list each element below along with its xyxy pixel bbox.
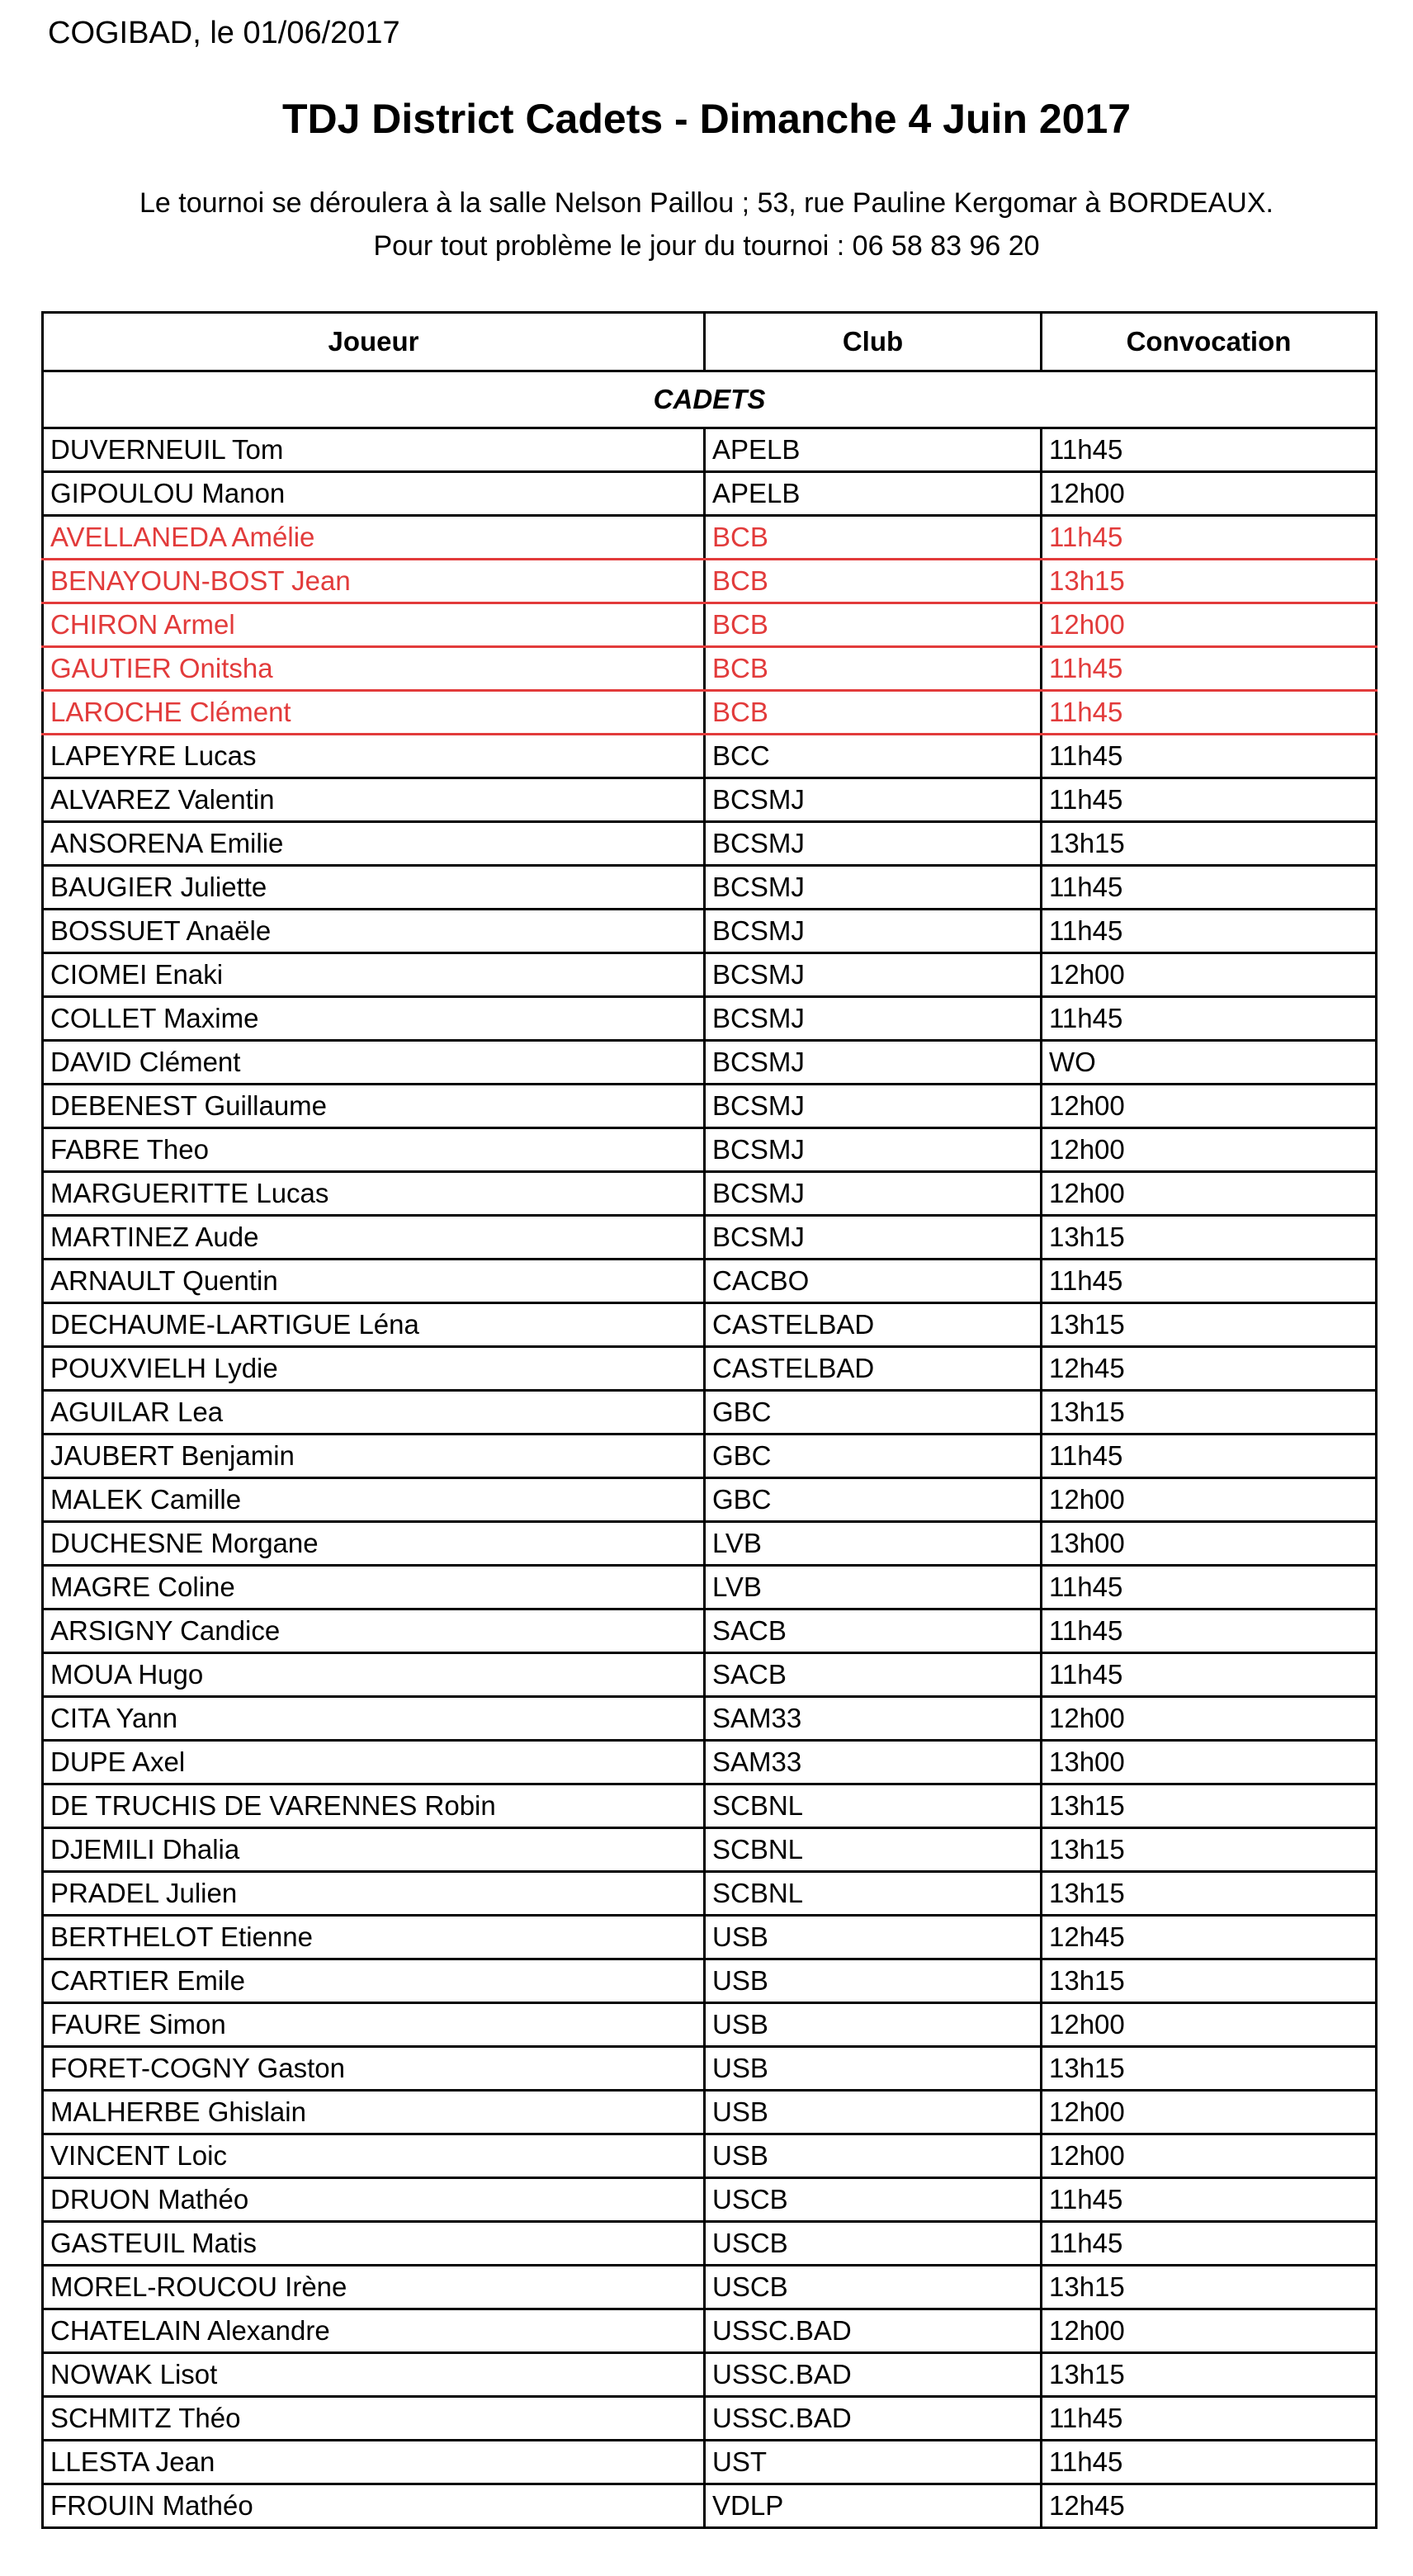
table-row [43,1653,1377,1697]
table-row [43,1478,1377,1522]
club-name: BCSMJ [705,910,1042,953]
table-row [43,866,1377,910]
table-row [43,2484,1377,2528]
player-name: DE TRUCHIS DE VARENNES Robin [43,1784,705,1828]
player-name: ARSIGNY Candice [43,1609,705,1653]
player-name: MOREL-ROUCOU Irène [43,2266,705,2309]
convocation-time: 12h00 [1042,1085,1377,1128]
table-row [43,822,1377,866]
player-name: COLLET Maxime [43,997,705,1041]
club-name: SCBNL [705,1784,1042,1828]
player-name: BERTHELOT Etienne [43,1916,705,1959]
convocation-table [41,311,1378,2529]
player-name: ANSORENA Emilie [43,822,705,866]
player-name: POUXVIELH Lydie [43,1347,705,1391]
table-row [43,1522,1377,1566]
document-origin-date: COGIBAD, le 01/06/2017 [48,16,400,50]
convocation-time: 11h45 [1042,997,1377,1041]
convocation-time: 13h15 [1042,1303,1377,1347]
player-name: SCHMITZ Théo [43,2397,705,2441]
player-name: ARNAULT Quentin [43,1260,705,1303]
convocation-time: 12h00 [1042,1697,1377,1741]
table-row [43,2178,1377,2222]
player-name: DJEMILI Dhalia [43,1828,705,1872]
player-name: AVELLANEDA Amélie [43,516,705,560]
club-name: USCB [705,2222,1042,2266]
player-name: GAUTIER Onitsha [43,647,705,691]
player-name: MARTINEZ Aude [43,1216,705,1260]
player-name: CHIRON Armel [43,603,705,647]
club-name: SAM33 [705,1697,1042,1741]
convocation-time: 11h45 [1042,2441,1377,2484]
player-name: LAROCHE Clément [43,691,705,735]
venue-info: Le tournoi se déroulera à la salle Nelson Paillou ; 53, rue Pauline Kergomar à BORDEAUX. [139,187,1274,219]
column-header-convocation: Convocation [1042,313,1377,371]
club-name: GBC [705,1478,1042,1522]
convocation-time: 13h15 [1042,1828,1377,1872]
document-title: TDJ District Cadets - Dimanche 4 Juin 2017 [281,96,1132,142]
table-row [43,1872,1377,1916]
table-row [43,2353,1377,2397]
club-name: APELB [705,428,1042,472]
player-name: FABRE Theo [43,1128,705,1172]
player-name: DEBENEST Guillaume [43,1085,705,1128]
player-name: DRUON Mathéo [43,2178,705,2222]
club-name: USB [705,2047,1042,2091]
club-name: USB [705,2134,1042,2178]
table-row [43,1959,1377,2003]
table-row [43,2309,1377,2353]
table-row [43,1303,1377,1347]
player-name: CIOMEI Enaki [43,953,705,997]
player-name: CHATELAIN Alexandre [43,2309,705,2353]
player-name: CARTIER Emile [43,1959,705,2003]
convocation-time: 11h45 [1042,516,1377,560]
club-name: SACB [705,1609,1042,1653]
table-row [43,2091,1377,2134]
convocation-time: 13h00 [1042,1522,1377,1566]
player-name: JAUBERT Benjamin [43,1435,705,1478]
player-name: PRADEL Julien [43,1872,705,1916]
table-row [43,735,1377,778]
club-name: GBC [705,1391,1042,1435]
table-row [43,2222,1377,2266]
club-name: BCSMJ [705,1128,1042,1172]
club-name: BCB [705,691,1042,735]
table-row [43,603,1377,647]
club-name: USB [705,1916,1042,1959]
convocation-time: 13h15 [1042,1872,1377,1916]
table-row [43,2134,1377,2178]
player-name: VINCENT Loic [43,2134,705,2178]
player-name: AGUILAR Lea [43,1391,705,1435]
club-name: APELB [705,472,1042,516]
club-name: SAM33 [705,1741,1042,1784]
convocation-time: 12h45 [1042,1347,1377,1391]
club-name: LVB [705,1522,1042,1566]
table-row [43,1172,1377,1216]
table-row [43,516,1377,560]
table-row [43,691,1377,735]
convocation-time: WO [1042,1041,1377,1085]
player-name: GIPOULOU Manon [43,472,705,516]
club-name: USB [705,1959,1042,2003]
convocation-time: 13h15 [1042,1959,1377,2003]
club-name: BCB [705,603,1042,647]
table-row [43,2047,1377,2091]
player-name: MOUA Hugo [43,1653,705,1697]
convocation-time: 11h45 [1042,1435,1377,1478]
club-name: BCSMJ [705,953,1042,997]
player-name: NOWAK Lisot [43,2353,705,2397]
convocation-time: 11h45 [1042,428,1377,472]
table-row [43,2266,1377,2309]
convocation-time: 11h45 [1042,778,1377,822]
table-row [43,2003,1377,2047]
convocation-time: 11h45 [1042,2397,1377,2441]
player-name: LLESTA Jean [43,2441,705,2484]
table-row [43,428,1377,472]
club-name: USB [705,2091,1042,2134]
player-name: DUVERNEUIL Tom [43,428,705,472]
table-row [43,1916,1377,1959]
category-row [43,371,1377,428]
club-name: LVB [705,1566,1042,1609]
convocation-time: 12h45 [1042,1916,1377,1959]
club-name: VDLP [705,2484,1042,2528]
player-name: DUCHESNE Morgane [43,1522,705,1566]
player-name: LAPEYRE Lucas [43,735,705,778]
convocation-time: 13h15 [1042,2047,1377,2091]
club-name: BCC [705,735,1042,778]
table-row [43,560,1377,603]
convocation-time: 12h00 [1042,1478,1377,1522]
convocation-time: 11h45 [1042,1653,1377,1697]
table-row [43,1347,1377,1391]
convocation-time: 13h15 [1042,1784,1377,1828]
player-name: DAVID Clément [43,1041,705,1085]
convocation-time: 11h45 [1042,2178,1377,2222]
convocation-time: 12h00 [1042,472,1377,516]
club-name: UST [705,2441,1042,2484]
table-row [43,1216,1377,1260]
club-name: BCSMJ [705,1216,1042,1260]
club-name: BCB [705,560,1042,603]
table-row [43,1609,1377,1653]
player-name: MALHERBE Ghislain [43,2091,705,2134]
contact-info: Pour tout problème le jour du tournoi : 06 58 83 96 20 [373,230,1040,262]
table-row [43,1828,1377,1872]
club-name: SCBNL [705,1872,1042,1916]
player-name: DECHAUME-LARTIGUE Léna [43,1303,705,1347]
table-row [43,1391,1377,1435]
convocation-time: 11h45 [1042,910,1377,953]
table-row [43,778,1377,822]
club-name: BCB [705,516,1042,560]
player-name: MAGRE Coline [43,1566,705,1609]
club-name: CASTELBAD [705,1347,1042,1391]
convocation-time: 12h00 [1042,2309,1377,2353]
player-name: GASTEUIL Matis [43,2222,705,2266]
convocation-time: 12h00 [1042,2091,1377,2134]
convocation-time: 11h45 [1042,2222,1377,2266]
club-name: BCSMJ [705,1041,1042,1085]
category-label: CADETS [43,371,1377,428]
club-name: BCSMJ [705,997,1042,1041]
convocation-time: 12h00 [1042,1128,1377,1172]
club-name: USSC.BAD [705,2397,1042,2441]
convocation-time: 13h00 [1042,1741,1377,1784]
club-name: BCB [705,647,1042,691]
player-name: FAURE Simon [43,2003,705,2047]
club-name: SACB [705,1653,1042,1697]
table-row [43,1697,1377,1741]
table-header-row [43,313,1377,371]
club-name: USCB [705,2178,1042,2222]
convocation-time: 13h15 [1042,1391,1377,1435]
player-name: BOSSUET Anaële [43,910,705,953]
player-name: FORET-COGNY Gaston [43,2047,705,2091]
convocation-time: 12h45 [1042,2484,1377,2528]
convocation-time: 11h45 [1042,647,1377,691]
convocation-time: 13h15 [1042,2266,1377,2309]
convocation-time: 12h00 [1042,603,1377,647]
table-row [43,953,1377,997]
club-name: BCSMJ [705,866,1042,910]
table-row [43,1260,1377,1303]
table-row [43,1741,1377,1784]
column-header-player: Joueur [43,313,705,371]
club-name: USB [705,2003,1042,2047]
club-name: CASTELBAD [705,1303,1042,1347]
club-name: USSC.BAD [705,2309,1042,2353]
table-row [43,1085,1377,1128]
convocation-time: 13h15 [1042,2353,1377,2397]
table-row [43,647,1377,691]
club-name: USCB [705,2266,1042,2309]
convocation-time: 13h15 [1042,560,1377,603]
player-name: BAUGIER Juliette [43,866,705,910]
player-name: ALVAREZ Valentin [43,778,705,822]
table-row [43,1435,1377,1478]
club-name: BCSMJ [705,822,1042,866]
table-row [43,997,1377,1041]
table-row [43,2397,1377,2441]
club-name: BCSMJ [705,778,1042,822]
player-name: BENAYOUN-BOST Jean [43,560,705,603]
convocation-time: 12h00 [1042,953,1377,997]
club-name: SCBNL [705,1828,1042,1872]
player-name: MARGUERITTE Lucas [43,1172,705,1216]
convocation-time: 13h15 [1042,822,1377,866]
column-header-club: Club [705,313,1042,371]
convocation-time: 13h15 [1042,1216,1377,1260]
table-row [43,910,1377,953]
convocation-time: 12h00 [1042,2003,1377,2047]
table-row [43,1566,1377,1609]
convocation-time: 11h45 [1042,866,1377,910]
convocation-time: 11h45 [1042,735,1377,778]
convocation-time: 12h00 [1042,1172,1377,1216]
table-row [43,472,1377,516]
table-row [43,1041,1377,1085]
convocation-time: 11h45 [1042,1566,1377,1609]
player-name: DUPE Axel [43,1741,705,1784]
player-name: CITA Yann [43,1697,705,1741]
convocation-time: 12h00 [1042,2134,1377,2178]
table-row [43,1128,1377,1172]
convocation-time: 11h45 [1042,1260,1377,1303]
club-name: BCSMJ [705,1085,1042,1128]
club-name: BCSMJ [705,1172,1042,1216]
player-name: MALEK Camille [43,1478,705,1522]
convocation-time: 11h45 [1042,1609,1377,1653]
club-name: GBC [705,1435,1042,1478]
table-row [43,1784,1377,1828]
club-name: USSC.BAD [705,2353,1042,2397]
table-row [43,2441,1377,2484]
club-name: CACBO [705,1260,1042,1303]
convocation-time: 11h45 [1042,691,1377,735]
player-name: FROUIN Mathéo [43,2484,705,2528]
